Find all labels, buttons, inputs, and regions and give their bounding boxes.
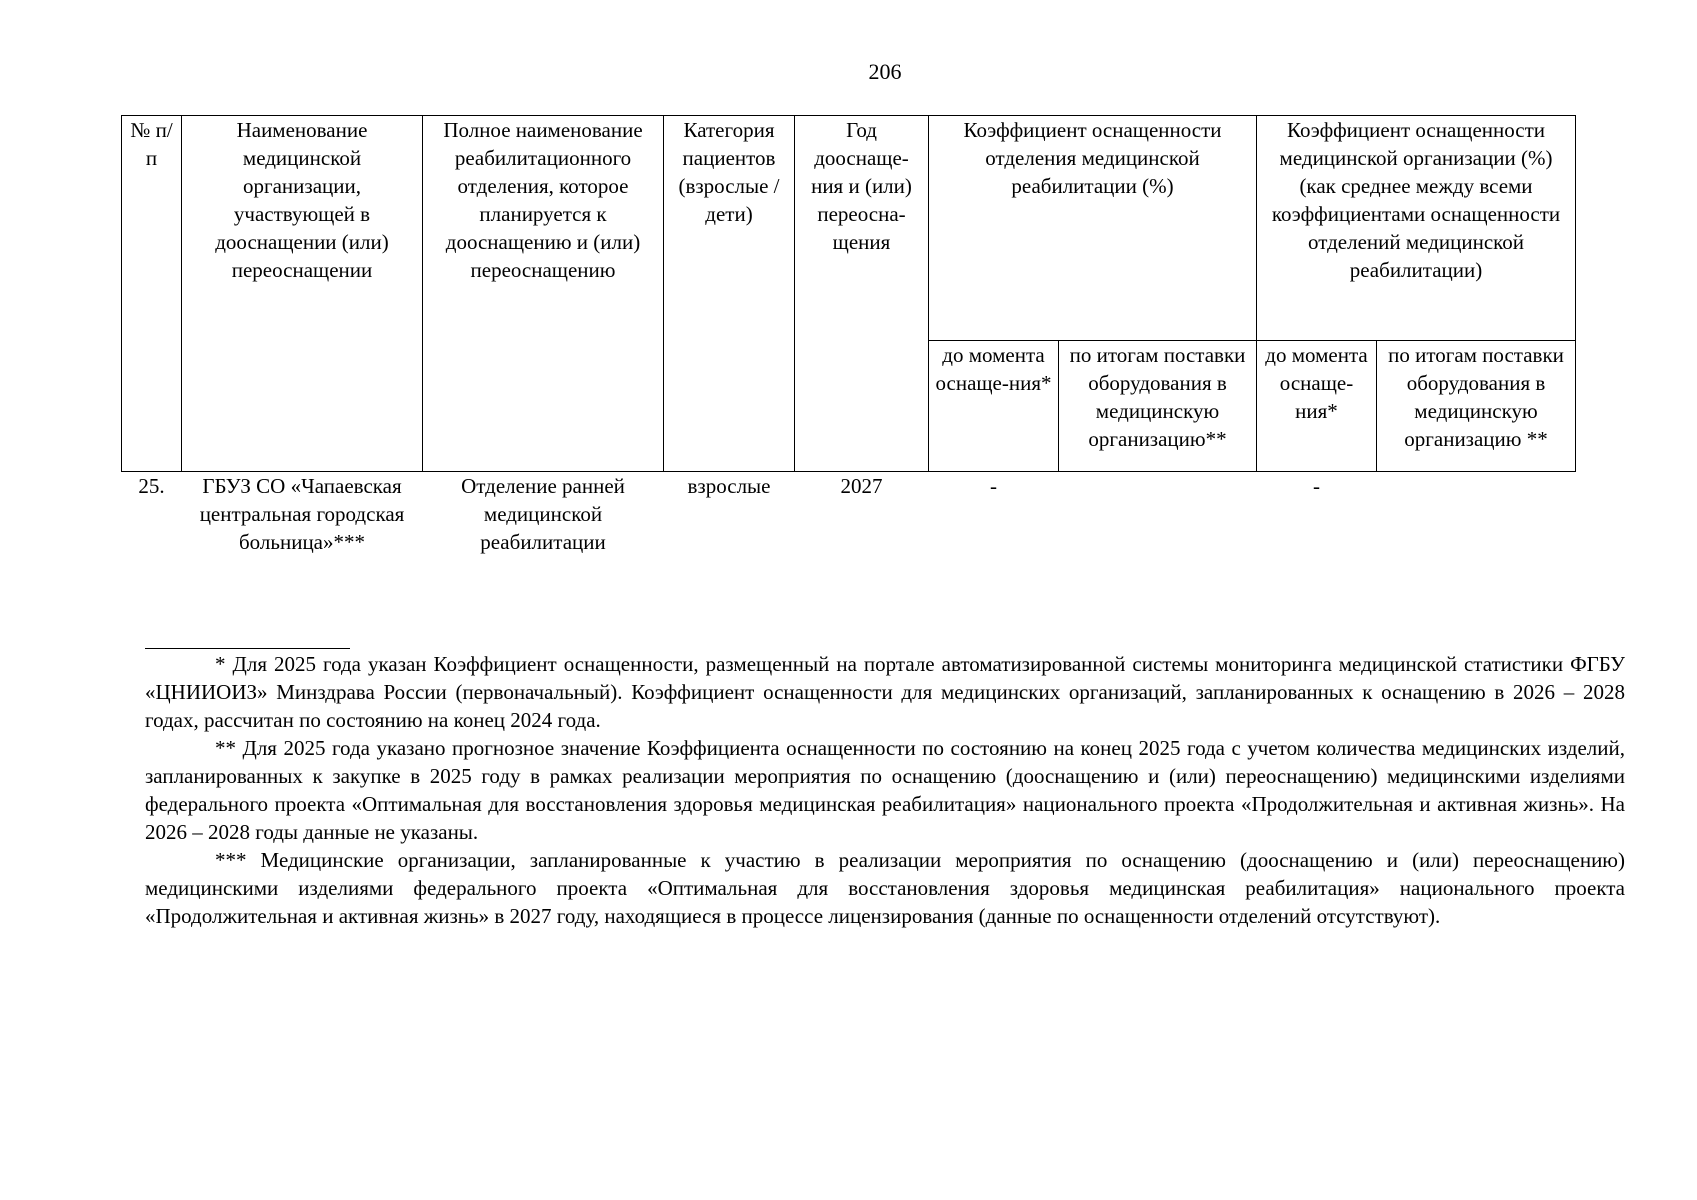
row-category: взрослые <box>687 474 771 498</box>
header-org-before: до момента оснаще-ния* <box>1257 341 1377 472</box>
row-org: ГБУЗ СО «Чапаевская центральная городская больница»*** <box>199 474 405 554</box>
header-dept-coef: Коэффициент оснащенности отделения медицинской реабилитации (%) <box>929 116 1257 341</box>
footnote-divider <box>145 648 350 649</box>
header-num: № п/п <box>122 116 182 472</box>
footnote-1: * Для 2025 года указан Коэффициент оснащенности, размещенный на портале автоматизированной системы мониторинга медицинской статистики ФГБУ «ЦНИИОИЗ» Минздрава России (первоначальный). Коэффициент оснащенности для медицинских организаций, запланированных к оснащению в 2026 – 2028 годах, рассчитан по состоянию на конец 2024 года. <box>145 652 1625 732</box>
header-dept-before: до момента оснаще-ния* <box>929 341 1059 472</box>
table-row <box>122 472 1576 557</box>
header-org-after: по итогам поставки оборудования в медицинскую организацию ** <box>1377 341 1576 472</box>
header-year: Год дооснаще-ния и (или) переосна-щения <box>795 116 929 472</box>
footnote-3: *** Медицинские организации, запланированные к участию в реализации мероприятия по оснащению (дооснащению и (или) переоснащению) медицинскими изделиями федерального проекта «Оптимальная для восстановления здоровья медицинская реабилитация» национального проекта «Продолжительная и активная жизнь» в 2027 году, находящиеся в процессе лицензирования (данные по оснащенности отделений отсутствуют). <box>145 848 1625 928</box>
footnotes <box>145 650 1625 930</box>
row-dept-before: - <box>990 474 997 498</box>
header-dept-after: по итогам поставки оборудования в медицинскую организацию** <box>1059 341 1257 472</box>
header-org-coef: Коэффициент оснащенности медицинской организации (%) (как среднее между всеми коэффициентами оснащенности отделений медицинской реабилитации) <box>1257 116 1576 341</box>
row-year: 2027 <box>840 474 883 498</box>
row-org-after <box>1377 472 1576 557</box>
header-org-name: Наименование медицинской организации, участвующей в дооснащении (или) переоснащении <box>182 116 423 472</box>
row-num: 25. <box>138 474 165 498</box>
header-category: Категория пациентов (взрослые / дети) <box>664 116 795 472</box>
row-org-before: - <box>1313 474 1320 498</box>
row-dept: Отделение ранней медицинской реабилитации <box>461 474 625 554</box>
footnote-2: ** Для 2025 года указано прогнозное значение Коэффициента оснащенности по состоянию на конец 2025 года с учетом количества медицинских изделий, запланированных к закупке в 2025 году в рамках реализации мероприятия по оснащению (дооснащению и (или) переоснащению) медицинскими изделиями федерального проекта «Оптимальная для восстановления здоровья медицинская реабилитация» национального проекта «Продолжительная и активная жизнь». На 2026 – 2028 годы данные не указаны. <box>145 736 1625 844</box>
equipment-table <box>121 115 1576 556</box>
header-dept-name: Полное наименование реабилитационного отделения, которое планируется к дооснащению и (или) переоснащению <box>423 116 664 472</box>
row-dept-after <box>1059 472 1257 557</box>
page-number: 206 <box>868 59 902 84</box>
